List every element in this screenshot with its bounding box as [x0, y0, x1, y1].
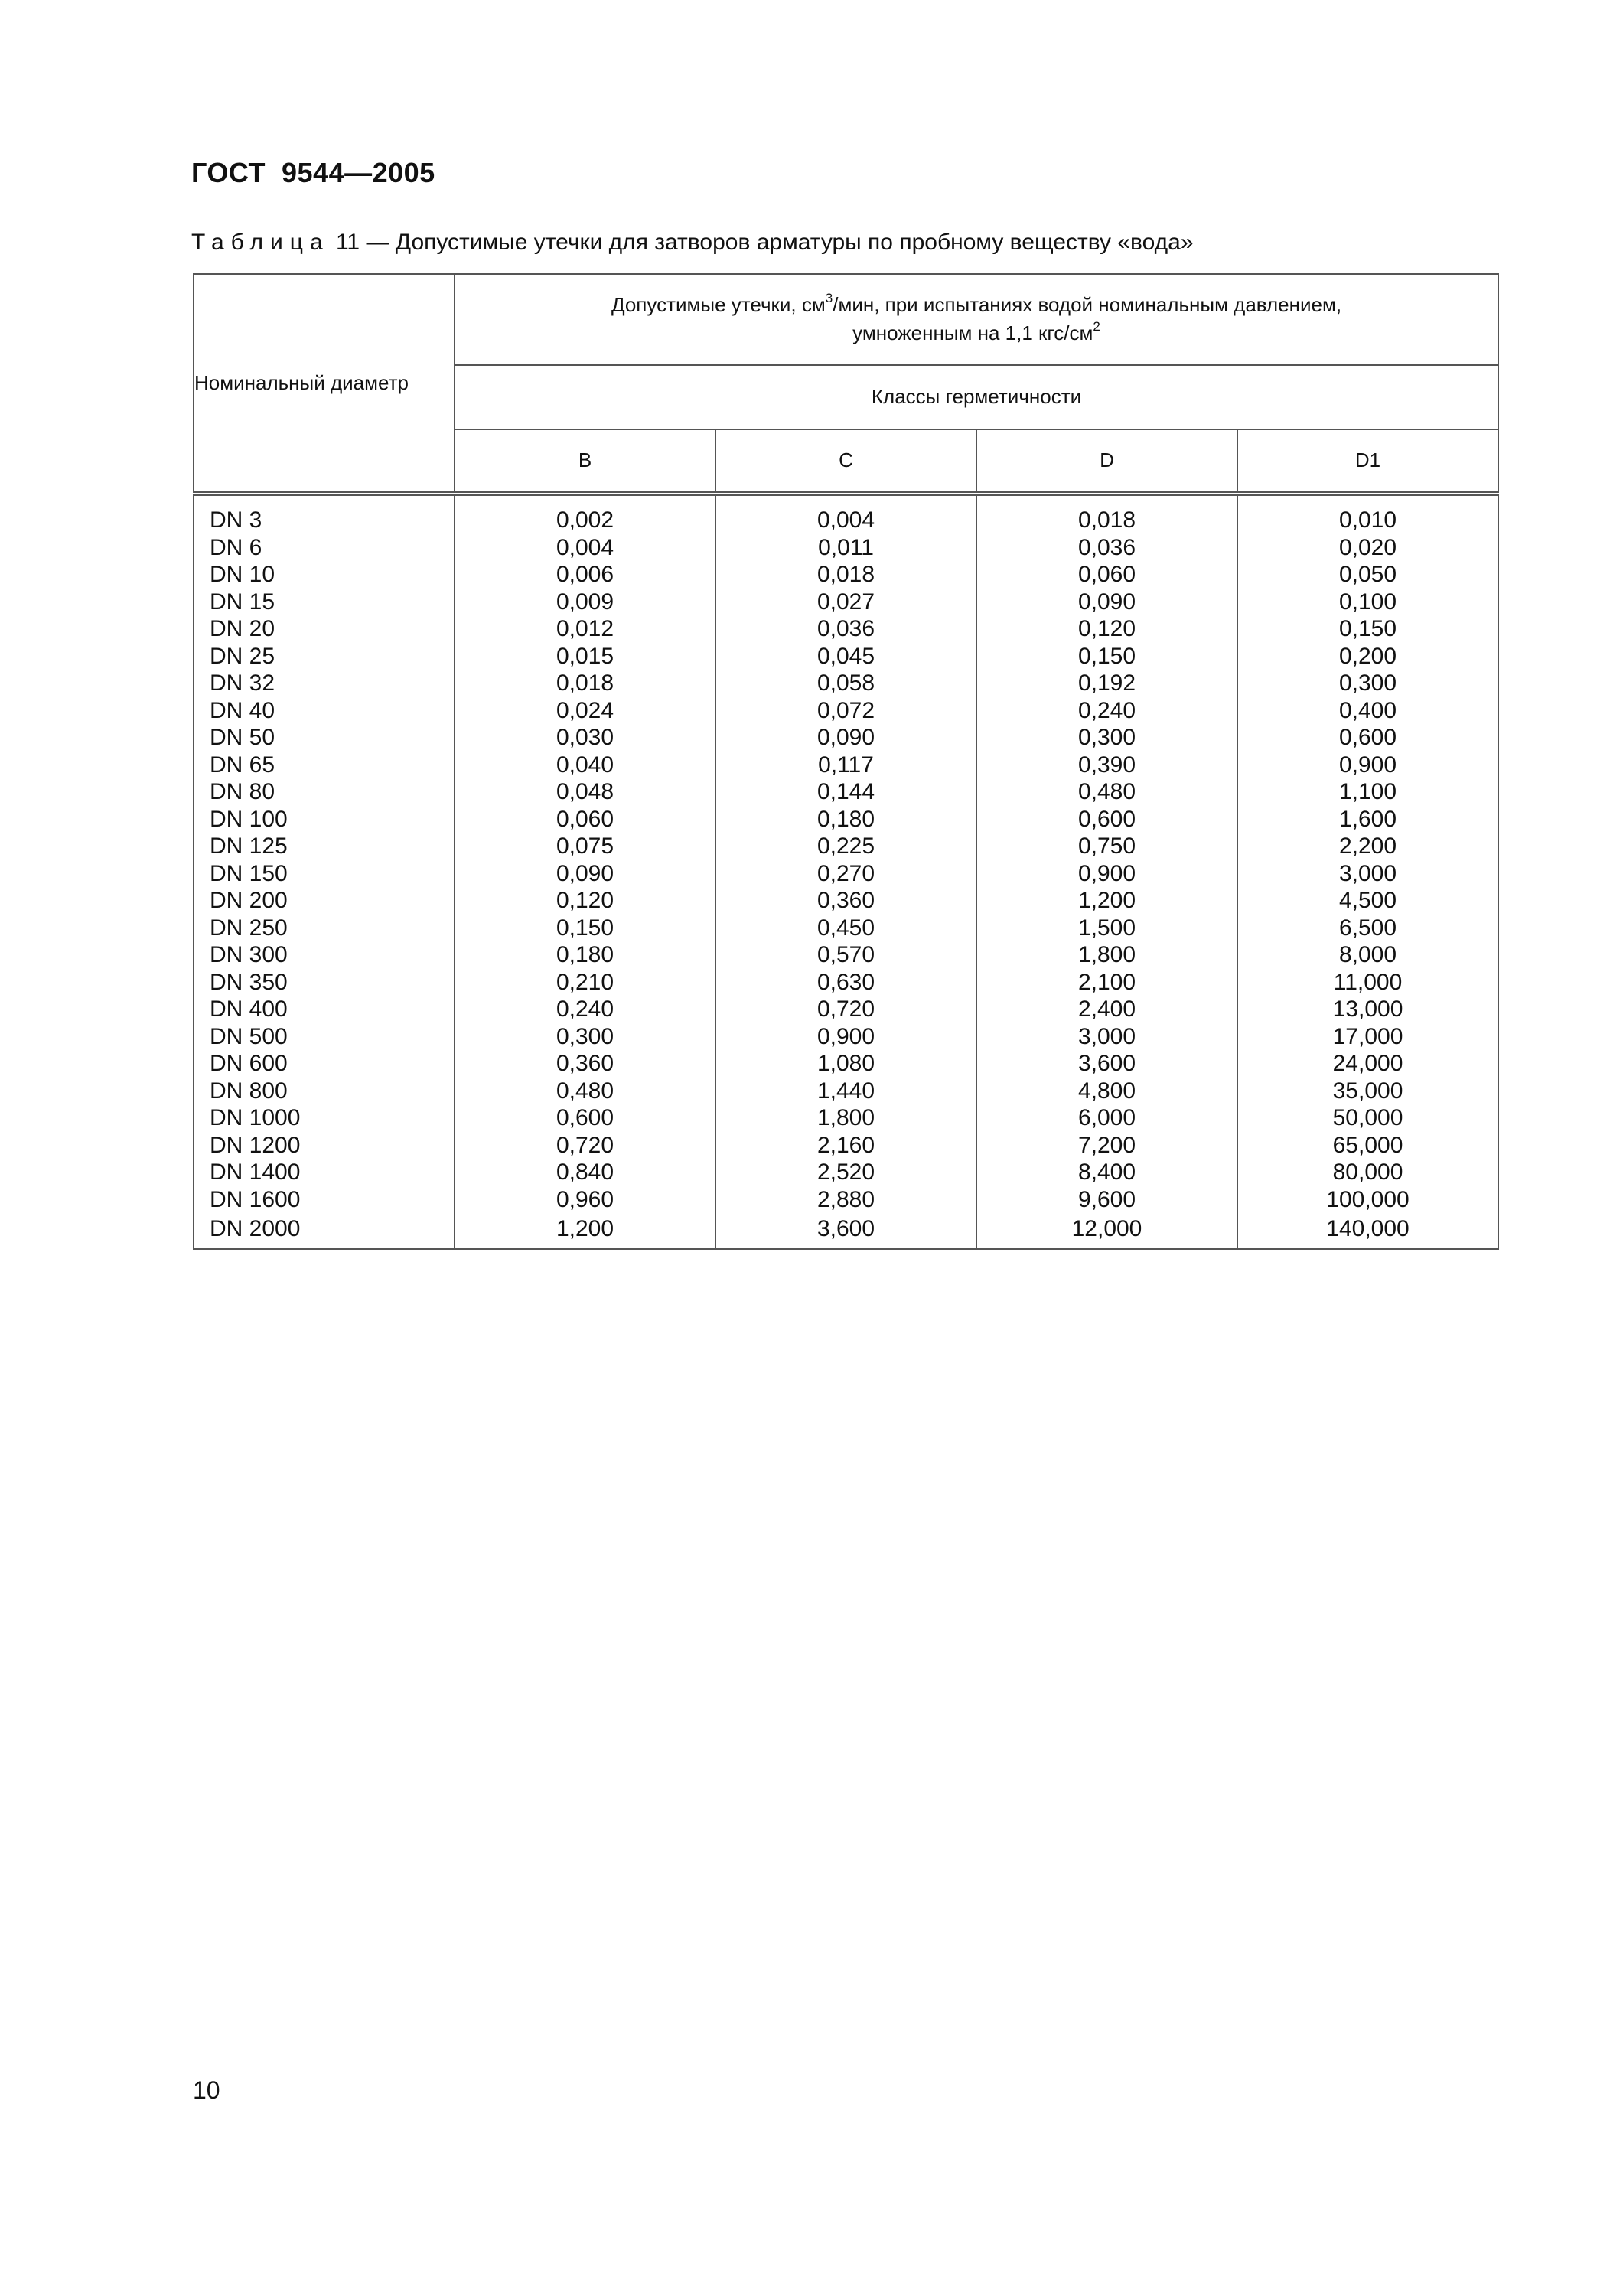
leakage-value-cell: 3,000	[976, 1023, 1237, 1051]
leakage-value-cell: 4,800	[976, 1078, 1237, 1105]
column-header-d1: D1	[1237, 429, 1498, 494]
leakage-header-sup1: 3	[825, 290, 833, 305]
tightness-class-header: Классы герметичности	[455, 365, 1498, 430]
table-row	[194, 969, 1498, 996]
nominal-diameter-cell: DN 80	[194, 778, 455, 806]
leakage-value-cell: 0,024	[455, 697, 715, 725]
leakage-value-cell: 0,050	[1237, 561, 1498, 589]
leakage-value-cell: 1,200	[455, 1213, 715, 1249]
nominal-diameter-cell: DN 800	[194, 1078, 455, 1105]
leakage-header-sup2: 2	[1093, 319, 1100, 334]
caption-label: Таблица	[191, 230, 330, 255]
table-row	[194, 589, 1498, 616]
leakage-value-cell: 35,000	[1237, 1078, 1498, 1105]
table-row	[194, 1132, 1498, 1159]
nominal-diameter-cell: DN 600	[194, 1050, 455, 1078]
leakage-value-cell: 0,300	[1237, 670, 1498, 697]
leakage-value-cell: 2,400	[976, 996, 1237, 1023]
nominal-diameter-cell: DN 250	[194, 915, 455, 942]
leakage-value-cell: 0,150	[976, 643, 1237, 670]
caption-text: 11 — Допустимые утечки для затворов арматуры по пробному веществу «вода»	[329, 230, 1194, 255]
leakage-value-cell: 0,018	[455, 670, 715, 697]
table-row	[194, 833, 1498, 860]
table-caption	[191, 230, 1194, 256]
table-row	[194, 996, 1498, 1023]
leakage-value-cell: 0,900	[715, 1023, 976, 1051]
table-row	[194, 1186, 1498, 1214]
leakage-value-cell: 80,000	[1237, 1159, 1498, 1186]
leakage-value-cell: 2,200	[1237, 833, 1498, 860]
nominal-diameter-cell: DN 300	[194, 941, 455, 969]
leakage-value-cell: 0,036	[976, 534, 1237, 562]
leakage-value-cell: 0,120	[976, 615, 1237, 643]
table-row	[194, 887, 1498, 915]
table-row	[194, 1050, 1498, 1078]
table-row	[194, 1159, 1498, 1186]
leakage-value-cell: 0,240	[455, 996, 715, 1023]
leakage-header-part1: Допустимые утечки, см	[611, 292, 826, 316]
leakage-value-cell: 0,040	[455, 752, 715, 779]
leakage-table	[193, 273, 1499, 1250]
table-row	[194, 670, 1498, 697]
column-header-c: C	[715, 429, 976, 494]
leakage-value-cell: 0,004	[715, 494, 976, 534]
leakage-value-cell: 0,840	[455, 1159, 715, 1186]
leakage-value-cell: 3,600	[715, 1213, 976, 1249]
leakage-value-cell: 50,000	[1237, 1104, 1498, 1132]
leakage-value-cell: 0,058	[715, 670, 976, 697]
table-row	[194, 494, 1498, 534]
leakage-value-cell: 0,300	[976, 724, 1237, 752]
table-row	[194, 561, 1498, 589]
leakage-value-cell: 0,090	[976, 589, 1237, 616]
table-row	[194, 643, 1498, 670]
leakage-value-cell: 0,015	[455, 643, 715, 670]
leakage-value-cell: 2,880	[715, 1186, 976, 1214]
leakage-header-part3: умноженным на 1,1 кгс/см	[852, 321, 1093, 345]
leakage-value-cell: 0,360	[455, 1050, 715, 1078]
nominal-diameter-cell: DN 100	[194, 806, 455, 833]
nominal-diameter-cell: DN 1000	[194, 1104, 455, 1132]
nominal-diameter-cell: DN 50	[194, 724, 455, 752]
leakage-value-cell: 0,100	[1237, 589, 1498, 616]
table-row	[194, 534, 1498, 562]
leakage-value-cell: 0,045	[715, 643, 976, 670]
leakage-value-cell: 6,000	[976, 1104, 1237, 1132]
leakage-value-cell: 0,210	[455, 969, 715, 996]
leakage-value-cell: 0,048	[455, 778, 715, 806]
leakage-value-cell: 2,160	[715, 1132, 976, 1159]
column-header-b: B	[455, 429, 715, 494]
nominal-diameter-cell: DN 1200	[194, 1132, 455, 1159]
table-row	[194, 915, 1498, 942]
nominal-diameter-cell: DN 1400	[194, 1159, 455, 1186]
leakage-value-cell: 0,009	[455, 589, 715, 616]
leakage-value-cell: 0,300	[455, 1023, 715, 1051]
leakage-value-cell: 0,900	[1237, 752, 1498, 779]
table-row	[194, 615, 1498, 643]
table-row	[194, 1078, 1498, 1105]
table-row	[194, 778, 1498, 806]
diameter-header: Номинальный диаметр	[194, 274, 455, 494]
nominal-diameter-cell: DN 400	[194, 996, 455, 1023]
leakage-value-cell: 0,012	[455, 615, 715, 643]
leakage-value-cell: 3,000	[1237, 860, 1498, 888]
leakage-value-cell: 12,000	[976, 1213, 1237, 1249]
nominal-diameter-cell: DN 32	[194, 670, 455, 697]
leakage-value-cell: 0,090	[715, 724, 976, 752]
leakage-value-cell: 0,180	[715, 806, 976, 833]
nominal-diameter-cell: DN 65	[194, 752, 455, 779]
leakage-value-cell: 0,027	[715, 589, 976, 616]
nominal-diameter-cell: DN 125	[194, 833, 455, 860]
nominal-diameter-cell: DN 15	[194, 589, 455, 616]
leakage-value-cell: 1,800	[715, 1104, 976, 1132]
table-row	[194, 1213, 1498, 1249]
nominal-diameter-cell: DN 200	[194, 887, 455, 915]
leakage-value-cell: 0,120	[455, 887, 715, 915]
leakage-value-cell: 0,720	[715, 996, 976, 1023]
leakage-value-cell: 0,004	[455, 534, 715, 562]
leakage-value-cell: 8,000	[1237, 941, 1498, 969]
leakage-value-cell: 0,400	[1237, 697, 1498, 725]
document-header: ГОСТ 9544—2005	[191, 157, 435, 188]
leakage-value-cell: 0,072	[715, 697, 976, 725]
leakage-value-cell: 0,192	[976, 670, 1237, 697]
leakage-value-cell: 4,500	[1237, 887, 1498, 915]
leakage-value-cell: 7,200	[976, 1132, 1237, 1159]
leakage-header-part2: /мин, при испытаниях водой номинальным давлением,	[833, 292, 1342, 316]
leakage-value-cell: 0,900	[976, 860, 1237, 888]
leakage-value-cell: 1,100	[1237, 778, 1498, 806]
leakage-value-cell: 0,570	[715, 941, 976, 969]
leakage-value-cell: 0,630	[715, 969, 976, 996]
leakage-table-wrapper	[193, 273, 1498, 1250]
leakage-value-cell: 0,150	[455, 915, 715, 942]
leakage-value-cell: 0,006	[455, 561, 715, 589]
leakage-value-cell: 0,600	[976, 806, 1237, 833]
leakage-value-cell: 24,000	[1237, 1050, 1498, 1078]
leakage-value-cell: 0,030	[455, 724, 715, 752]
table-row	[194, 752, 1498, 779]
leakage-value-cell: 8,400	[976, 1159, 1237, 1186]
leakage-value-cell: 0,090	[455, 860, 715, 888]
nominal-diameter-cell: DN 1600	[194, 1186, 455, 1214]
leakage-value-cell: 65,000	[1237, 1132, 1498, 1159]
leakage-value-cell: 0,480	[976, 778, 1237, 806]
leakage-value-cell: 17,000	[1237, 1023, 1498, 1051]
table-row	[194, 1104, 1498, 1132]
leakage-value-cell: 0,020	[1237, 534, 1498, 562]
nominal-diameter-cell: DN 40	[194, 697, 455, 725]
table-row	[194, 724, 1498, 752]
table-row	[194, 806, 1498, 833]
page-number: 10	[193, 2076, 220, 2104]
leakage-value-cell: 0,018	[976, 494, 1237, 534]
nominal-diameter-cell: DN 10	[194, 561, 455, 589]
leakage-value-cell: 13,000	[1237, 996, 1498, 1023]
leakage-value-cell: 0,150	[1237, 615, 1498, 643]
leakage-value-cell: 0,010	[1237, 494, 1498, 534]
leakage-value-cell: 1,200	[976, 887, 1237, 915]
leakage-value-cell: 100,000	[1237, 1186, 1498, 1214]
leakage-value-cell: 1,800	[976, 941, 1237, 969]
leakage-value-cell: 0,075	[455, 833, 715, 860]
leakage-value-cell: 1,600	[1237, 806, 1498, 833]
nominal-diameter-cell: DN 25	[194, 643, 455, 670]
leakage-value-cell: 0,060	[455, 806, 715, 833]
nominal-diameter-cell: DN 2000	[194, 1213, 455, 1249]
nominal-diameter-cell: DN 6	[194, 534, 455, 562]
leakage-value-cell: 2,100	[976, 969, 1237, 996]
leakage-value-cell: 140,000	[1237, 1213, 1498, 1249]
nominal-diameter-cell: DN 20	[194, 615, 455, 643]
table-row	[194, 941, 1498, 969]
leakage-value-cell: 2,520	[715, 1159, 976, 1186]
leakage-value-cell: 1,440	[715, 1078, 976, 1105]
leakage-value-cell: 0,720	[455, 1132, 715, 1159]
table-body	[194, 494, 1498, 1249]
leakage-value-cell: 0,117	[715, 752, 976, 779]
leakage-value-cell: 0,011	[715, 534, 976, 562]
leakage-value-cell: 0,390	[976, 752, 1237, 779]
leakage-value-cell: 1,500	[976, 915, 1237, 942]
leakage-value-cell: 0,270	[715, 860, 976, 888]
nominal-diameter-cell: DN 500	[194, 1023, 455, 1051]
nominal-diameter-cell: DN 3	[194, 494, 455, 534]
leakage-value-cell: 0,180	[455, 941, 715, 969]
leakage-header	[455, 274, 1498, 365]
table-row	[194, 1023, 1498, 1051]
leakage-value-cell: 0,450	[715, 915, 976, 942]
leakage-value-cell: 0,360	[715, 887, 976, 915]
table-row	[194, 697, 1498, 725]
leakage-value-cell: 0,480	[455, 1078, 715, 1105]
leakage-value-cell: 0,750	[976, 833, 1237, 860]
leakage-value-cell: 0,960	[455, 1186, 715, 1214]
leakage-value-cell: 0,002	[455, 494, 715, 534]
column-header-d: D	[976, 429, 1237, 494]
leakage-value-cell: 11,000	[1237, 969, 1498, 996]
leakage-value-cell: 9,600	[976, 1186, 1237, 1214]
leakage-value-cell: 0,036	[715, 615, 976, 643]
leakage-value-cell: 6,500	[1237, 915, 1498, 942]
table-row	[194, 860, 1498, 888]
leakage-value-cell: 0,200	[1237, 643, 1498, 670]
leakage-value-cell: 0,225	[715, 833, 976, 860]
leakage-value-cell: 0,144	[715, 778, 976, 806]
leakage-value-cell: 1,080	[715, 1050, 976, 1078]
leakage-value-cell: 0,600	[1237, 724, 1498, 752]
leakage-value-cell: 3,600	[976, 1050, 1237, 1078]
nominal-diameter-cell: DN 150	[194, 860, 455, 888]
leakage-value-cell: 0,060	[976, 561, 1237, 589]
leakage-value-cell: 0,018	[715, 561, 976, 589]
leakage-value-cell: 0,600	[455, 1104, 715, 1132]
nominal-diameter-cell: DN 350	[194, 969, 455, 996]
leakage-value-cell: 0,240	[976, 697, 1237, 725]
